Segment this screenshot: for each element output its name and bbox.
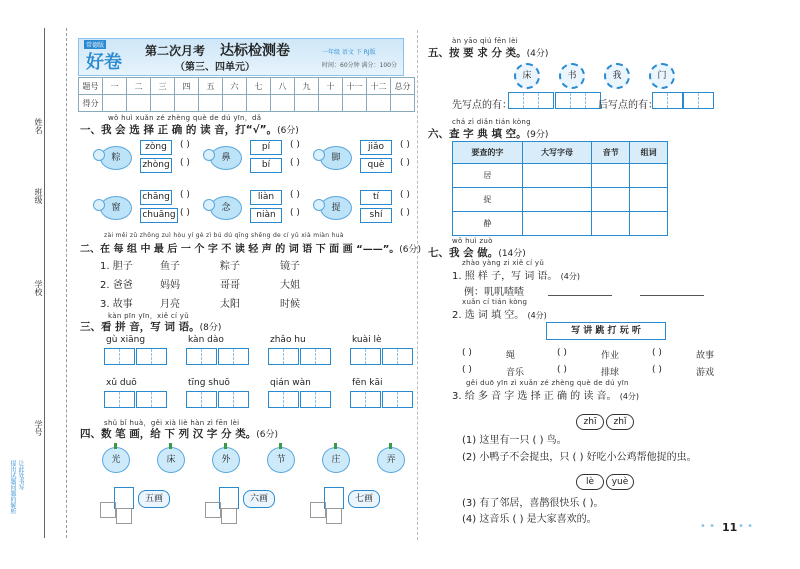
pinyin-option: tí xyxy=(360,190,392,205)
s4-title-text: 四、数 笔 画，给 下 列 汉 字 分 类。 xyxy=(80,428,257,440)
dict-answer-cell[interactable] xyxy=(522,188,592,212)
apple-char: 庄 xyxy=(322,447,350,473)
apple-char: 床 xyxy=(157,447,185,473)
pinyin-word: xǔ duō xyxy=(106,378,137,388)
page-divider xyxy=(417,30,418,540)
score-header-cell: 十一 xyxy=(343,78,367,95)
score-cell[interactable] xyxy=(199,95,223,112)
s1-title-text: 一、我 会 选 择 正 确 的 读 音，打“√”。 xyxy=(80,124,278,136)
pinyin-word: zhǎo hu xyxy=(270,335,306,345)
word-option[interactable]: 鱼子 xyxy=(160,261,180,272)
score-cell[interactable] xyxy=(247,95,271,112)
s2-title-text: 二、在 每 组 中 最 后 一 个 字 不 读 轻 声 的 词 语 下 面 画 “——”。 xyxy=(80,244,400,255)
stroke-group-box[interactable] xyxy=(324,487,344,509)
score-header-cell: 一 xyxy=(103,78,127,95)
pinyin-word: gù xiāng xyxy=(106,335,146,345)
turtle-char: 提 xyxy=(320,196,352,220)
answer-paren[interactable]: ( ) xyxy=(290,158,300,168)
meta-line2: 时间：60分钟 满分：100分 xyxy=(322,62,397,69)
score-cell[interactable] xyxy=(295,95,319,112)
s6-dict-table xyxy=(452,141,668,236)
score-table xyxy=(78,77,415,112)
s7-q3 xyxy=(452,387,639,402)
fill-blank[interactable]: ( ) xyxy=(462,365,472,375)
turtle-char: 鼻 xyxy=(210,146,242,170)
score-header-cell: 三 xyxy=(151,78,175,95)
s6-pinyin: chá zì diǎn tián kòng xyxy=(452,118,531,126)
stroke-answer-box[interactable] xyxy=(205,502,221,518)
word-option[interactable]: 妈妈 xyxy=(160,280,180,291)
pinyin-option: shí xyxy=(360,208,392,223)
score-header-cell: 总分 xyxy=(391,78,415,95)
s7-q1-blank1[interactable] xyxy=(548,295,612,296)
s5-title xyxy=(428,45,548,60)
stamp-char: 书 xyxy=(559,63,585,89)
bird-3[interactable]: lè xyxy=(576,474,604,490)
writing-grid[interactable] xyxy=(268,391,299,408)
s2-title xyxy=(80,240,421,255)
score-cell[interactable] xyxy=(223,95,247,112)
dict-header: 大写字母 xyxy=(522,142,592,164)
bird-2[interactable]: zhǐ xyxy=(606,414,634,430)
s4-pinyin: shǔ bǐ huà，gěi xià liè hàn zì fēn lèi xyxy=(104,419,240,427)
side-edge-note1: 让此处书写 xyxy=(17,460,24,490)
s2-pinyin: zài měi zǔ zhōng zuì hòu yí gè zì bú dú qīng shēng de cí yǔ xià miàn huà xyxy=(104,232,344,239)
s7-q2-score: (4分) xyxy=(527,311,547,320)
stroke-answer-box[interactable] xyxy=(221,508,237,524)
bird-1[interactable]: zhī xyxy=(576,414,604,430)
pinyin-word: kuài lè xyxy=(352,335,382,345)
s5-score: (4分) xyxy=(526,49,549,59)
brand-tag: 常德版 xyxy=(86,42,105,49)
s7-q1 xyxy=(452,267,580,282)
score-header-cell: 九 xyxy=(295,78,319,95)
dict-answer-cell[interactable] xyxy=(630,164,668,188)
word-option[interactable]: 时候 xyxy=(280,299,300,310)
pinyin-option: pí xyxy=(250,140,282,155)
s3-title xyxy=(80,319,221,334)
side-label-school: 学校 xyxy=(34,280,43,296)
answer-paren[interactable]: ( ) xyxy=(290,140,300,150)
turtle-char: 念 xyxy=(210,196,242,220)
word-option[interactable]: 镜子 xyxy=(280,261,300,272)
score-header-cell: 五 xyxy=(199,78,223,95)
dict-answer-cell[interactable] xyxy=(522,164,592,188)
meta-line1: 一年级 语文 下 RJ版 xyxy=(322,49,376,56)
s7-q2-text: 2. 选 词 填 空。 xyxy=(452,310,525,321)
apple-char: 弄 xyxy=(377,447,405,473)
left-solid-line xyxy=(44,28,45,538)
answer-paren[interactable]: ( ) xyxy=(290,190,300,200)
stroke-answer-box[interactable] xyxy=(100,502,116,518)
writing-grid[interactable] xyxy=(268,348,299,365)
s7-q2-pinyin: xuǎn cí tián kòng xyxy=(462,298,528,306)
fill-blank[interactable]: ( ) xyxy=(557,348,567,358)
word-option[interactable]: 粽子 xyxy=(220,261,240,272)
stroke-group-label: 五画 xyxy=(138,490,170,508)
s7-sentence-4: (4) 这音乐 ( ) 是大家喜欢的。 xyxy=(462,514,597,525)
pinyin-option: niàn xyxy=(250,208,282,223)
dict-char: 静 xyxy=(453,212,523,236)
score-header-cell: 八 xyxy=(271,78,295,95)
s5-last-grid[interactable] xyxy=(652,92,683,109)
s7-q1-text: 1. 照 样 子，写 词 语。 xyxy=(452,271,558,282)
pinyin-option: zòng xyxy=(140,140,172,155)
turtle-char: 脚 xyxy=(320,146,352,170)
page-dots-right: • • xyxy=(738,521,753,532)
fill-blank[interactable]: ( ) xyxy=(652,365,662,375)
writing-grid[interactable] xyxy=(218,348,249,365)
answer-paren[interactable]: ( ) xyxy=(180,208,190,218)
answer-paren[interactable]: ( ) xyxy=(400,190,410,200)
stroke-group-label: 七画 xyxy=(348,490,380,508)
pinyin-option: liàn xyxy=(250,190,282,205)
stamp-char: 门 xyxy=(649,63,675,89)
writing-grid[interactable] xyxy=(186,391,217,408)
score-cell[interactable] xyxy=(319,95,343,112)
fill-word: 音乐 xyxy=(506,368,525,378)
apple-char: 光 xyxy=(102,447,130,473)
score-row-label: 得分 xyxy=(79,95,103,112)
dict-answer-cell[interactable] xyxy=(592,188,630,212)
apple-char: 外 xyxy=(212,447,240,473)
word-option[interactable]: 太阳 xyxy=(220,299,240,310)
answer-paren[interactable]: ( ) xyxy=(290,208,300,218)
dict-header: 音节 xyxy=(592,142,630,164)
word-option[interactable]: 大姐 xyxy=(280,280,300,291)
writing-grid[interactable] xyxy=(136,391,167,408)
word-option[interactable]: 哥哥 xyxy=(220,280,240,291)
s7-q1-score: (4分) xyxy=(560,272,580,281)
s5-last-grid-2[interactable] xyxy=(683,92,714,109)
pinyin-word: kàn dào xyxy=(188,335,224,345)
s7-q3-pinyin: gěi duō yīn zì xuǎn zé zhèng què de dú yīn xyxy=(466,379,629,387)
side-edge-note2: 提出试题问题的解析 xyxy=(9,460,16,514)
s7-example: 例：叽叽喳喳 xyxy=(464,287,524,298)
stroke-answer-box[interactable] xyxy=(116,508,132,524)
word-option[interactable]: 3. 故事 xyxy=(100,299,133,310)
stamp-char: 我 xyxy=(604,63,630,89)
s6-title xyxy=(428,126,548,141)
dict-header: 组词 xyxy=(630,142,668,164)
dict-answer-cell[interactable] xyxy=(630,188,668,212)
s5-title-text: 五、按 要 求 分 类。 xyxy=(428,47,527,59)
answer-paren[interactable]: ( ) xyxy=(180,190,190,200)
side-label-seat: 学号 xyxy=(34,420,43,436)
score-header-cell: 十 xyxy=(319,78,343,95)
dict-answer-cell[interactable] xyxy=(592,212,630,236)
writing-grid[interactable] xyxy=(382,391,413,408)
pinyin-word: qián wàn xyxy=(270,378,311,388)
stroke-group-box[interactable] xyxy=(114,487,134,509)
brand-logo: 好卷 xyxy=(86,52,122,73)
score-cell[interactable] xyxy=(127,95,151,112)
answer-paren[interactable]: ( ) xyxy=(400,140,410,150)
pinyin-option: zhòng xyxy=(140,158,172,173)
s7-title-text: 七、我 会 做。 xyxy=(428,247,499,259)
dict-char: 捉 xyxy=(453,188,523,212)
s7-q1-blank2[interactable] xyxy=(640,295,704,296)
turtle-char: 窗 xyxy=(100,196,132,220)
score-header-cell: 十二 xyxy=(367,78,391,95)
pinyin-option: què xyxy=(360,158,392,173)
subtitle: （第三、四单元） xyxy=(175,62,255,73)
score-cell[interactable] xyxy=(151,95,175,112)
s5-first-grid-2[interactable] xyxy=(555,92,601,109)
page-dots-left: • • xyxy=(700,521,715,532)
s7-q1-pinyin: zhào yàng zi xiě cí yǔ xyxy=(462,259,545,267)
writing-grid[interactable] xyxy=(382,348,413,365)
answer-paren[interactable]: ( ) xyxy=(400,158,410,168)
s5-first-grid[interactable] xyxy=(508,92,554,109)
dict-answer-cell[interactable] xyxy=(592,164,630,188)
s1-score: (6分) xyxy=(277,126,299,136)
score-header-cell: 二 xyxy=(127,78,151,95)
stroke-answer-box[interactable] xyxy=(310,502,326,518)
pinyin-word: tīng shuō xyxy=(188,378,230,388)
fill-blank[interactable]: ( ) xyxy=(652,348,662,358)
word-option[interactable]: 月亮 xyxy=(160,299,180,310)
score-cell[interactable] xyxy=(367,95,391,112)
dict-answer-cell[interactable] xyxy=(630,212,668,236)
writing-grid[interactable] xyxy=(218,391,249,408)
pinyin-option: bí xyxy=(250,158,282,173)
s3-title-text: 三、看 拼 音，写 词 语。 xyxy=(80,321,200,333)
score-header-cell: 题号 xyxy=(79,78,103,95)
writing-grid[interactable] xyxy=(300,391,331,408)
s7-sentence-2: (2) 小鸭子不会捉虫，只 ( ) 好吃小公鸡帮他捉的虫。 xyxy=(462,452,697,463)
pinyin-option: jiǎo xyxy=(360,140,392,155)
stroke-group-box[interactable] xyxy=(219,487,239,509)
stamp-char: 床 xyxy=(514,63,540,89)
fill-blank[interactable]: ( ) xyxy=(462,348,472,358)
s7-score: (14分) xyxy=(498,249,526,259)
s3-pinyin: kàn pīn yīn，xiě cí yǔ xyxy=(108,312,189,320)
pinyin-word: fēn kāi xyxy=(352,378,383,388)
writing-grid[interactable] xyxy=(104,391,135,408)
dict-char: 居 xyxy=(453,164,523,188)
s4-score: (6分) xyxy=(256,430,278,440)
s7-word-bank: 写 讲 跳 打 玩 听 xyxy=(546,322,666,340)
s7-q2 xyxy=(452,306,547,321)
page-number: 11 xyxy=(722,521,738,534)
pinyin-option: chāng xyxy=(140,190,172,205)
writing-grid[interactable] xyxy=(350,391,381,408)
fill-blank[interactable]: ( ) xyxy=(557,365,567,375)
s7-sentence-1: (1) 这里有一只 ( ) 鸟。 xyxy=(462,435,567,446)
s1-pinyin: wǒ huì xuǎn zé zhèng què de dú yīn，dǎ xyxy=(108,114,262,122)
s6-score: (9分) xyxy=(526,130,549,140)
fill-word: 排球 xyxy=(601,368,620,378)
score-cell[interactable] xyxy=(271,95,295,112)
word-option[interactable]: 2. 爸爸 xyxy=(100,280,133,291)
s7-title xyxy=(428,245,526,260)
s5-first-label: 先写点的有： xyxy=(452,100,512,111)
writing-grid[interactable] xyxy=(186,348,217,365)
dict-answer-cell[interactable] xyxy=(522,212,592,236)
score-header-cell: 七 xyxy=(247,78,271,95)
title-main: 达标检测卷 xyxy=(220,43,290,59)
title-pre: 第二次月考 xyxy=(145,44,206,58)
writing-grid[interactable] xyxy=(104,348,135,365)
pinyin-option: chuāng xyxy=(140,208,178,223)
dict-header: 要查的字 xyxy=(453,142,523,164)
side-label-name: 姓名 xyxy=(34,118,43,134)
s5-pinyin: àn yāo qiú fēn lèi xyxy=(452,37,518,45)
writing-grid[interactable] xyxy=(136,348,167,365)
s1-title xyxy=(80,122,299,137)
answer-paren[interactable]: ( ) xyxy=(180,158,190,168)
score-header-cell: 四 xyxy=(175,78,199,95)
stroke-answer-box[interactable] xyxy=(326,508,342,524)
s2-score: (6分) xyxy=(399,245,422,255)
s3-score: (8分) xyxy=(199,323,222,333)
answer-paren[interactable]: ( ) xyxy=(180,140,190,150)
score-cell[interactable] xyxy=(391,95,415,112)
side-label-class: 班级 xyxy=(34,188,43,204)
left-dashed-fold xyxy=(66,28,67,538)
s6-title-text: 六、查 字 典 填 空。 xyxy=(428,128,527,140)
fill-word: 游戏 xyxy=(696,368,715,378)
s7-q3-text: 3. 给 多 音 字 选 择 正 确 的 读 音。 xyxy=(452,391,617,402)
fill-word: 故事 xyxy=(696,351,715,361)
bird-4[interactable]: yuè xyxy=(606,474,634,490)
apple-char: 节 xyxy=(267,447,295,473)
score-cell[interactable] xyxy=(103,95,127,112)
s7-sentence-3: (3) 有了邻居，喜鹊很快乐 ( )。 xyxy=(462,498,604,509)
writing-grid[interactable] xyxy=(350,348,381,365)
s5-last-label: 后写点的有： xyxy=(598,100,658,111)
score-cell[interactable] xyxy=(343,95,367,112)
s7-pinyin: wǒ huì zuò xyxy=(452,237,493,245)
stroke-group-label: 六画 xyxy=(243,490,275,508)
writing-grid[interactable] xyxy=(300,348,331,365)
word-option[interactable]: 1. 胆子 xyxy=(100,261,133,272)
answer-paren[interactable]: ( ) xyxy=(400,208,410,218)
s7-q3-score: (4分) xyxy=(619,392,640,401)
fill-word: 绳 xyxy=(506,351,516,361)
fill-word: 作业 xyxy=(601,351,620,361)
turtle-char: 粽 xyxy=(100,146,132,170)
score-header-cell: 六 xyxy=(223,78,247,95)
s4-title xyxy=(80,426,278,441)
score-cell[interactable] xyxy=(175,95,199,112)
